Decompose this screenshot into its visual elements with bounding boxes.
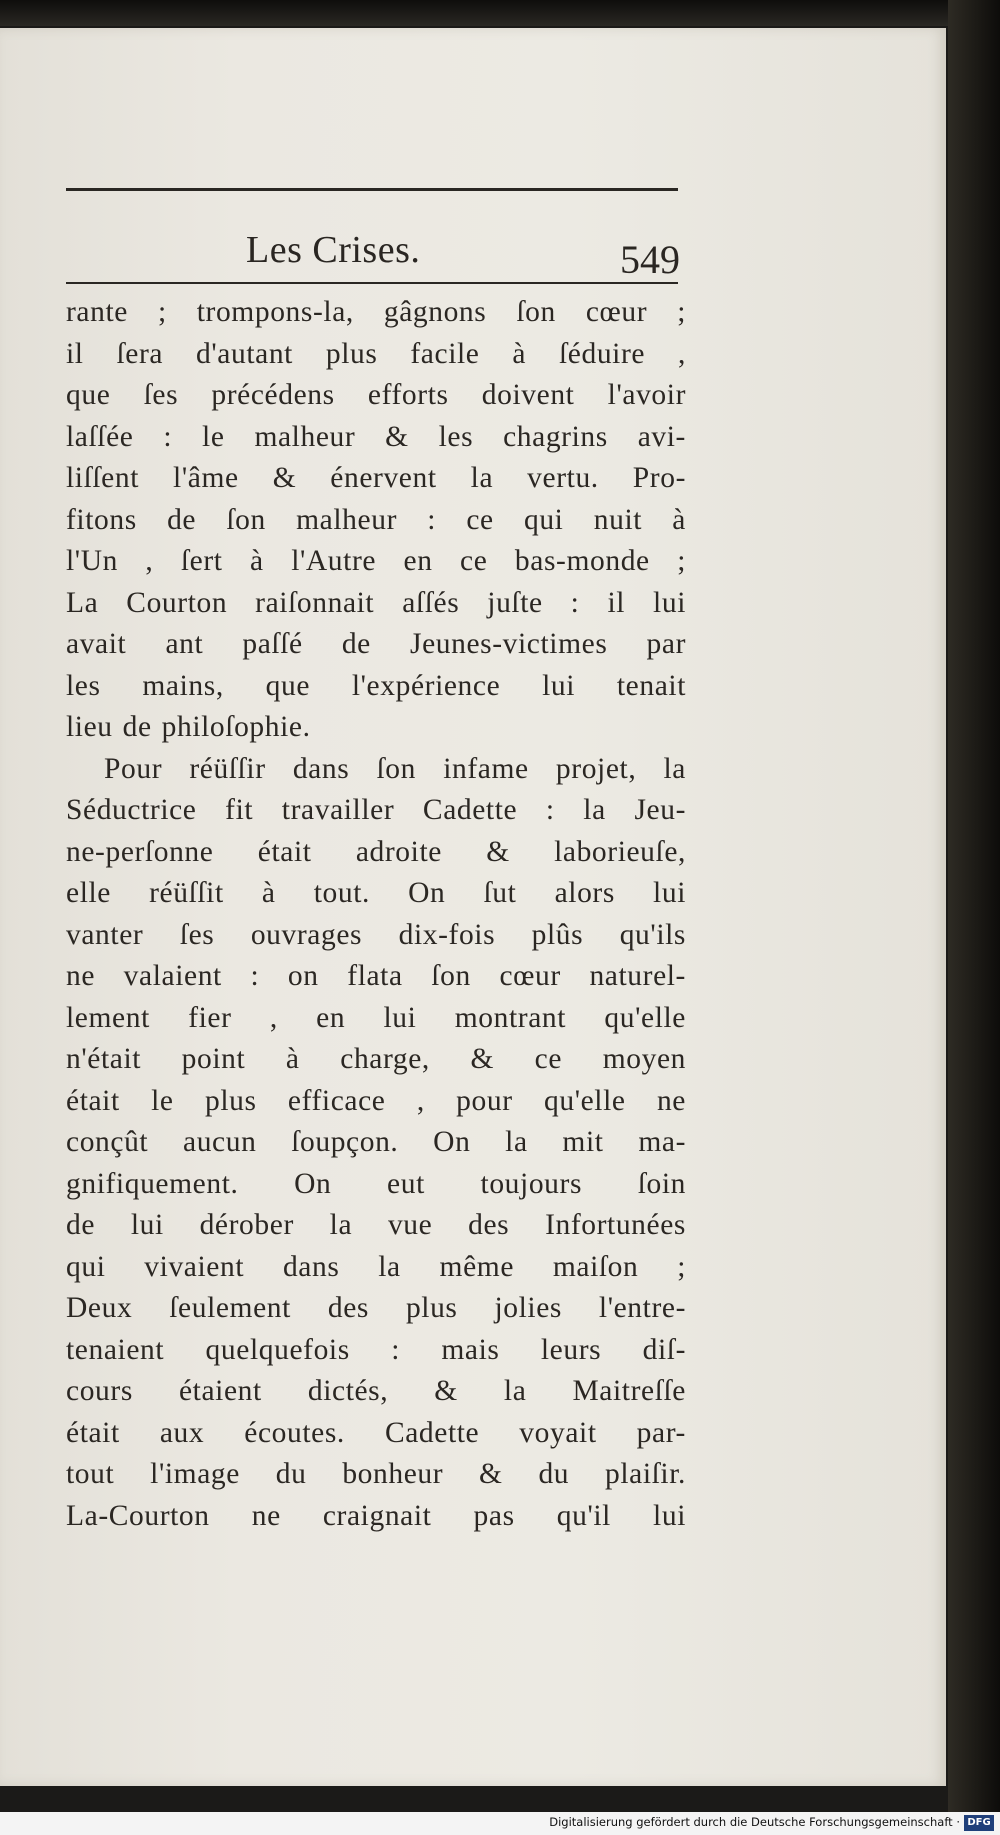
header-rule-bottom (66, 282, 678, 284)
text-line: liſſent l'âme & énervent la vertu. Pro- (66, 462, 686, 494)
text-line: Pour réüſſir dans ſon infame projet, la (104, 752, 686, 785)
running-title: Les Crises. (246, 229, 421, 271)
text-line: fitons de ſon malheur : ce qui nuit à (66, 503, 686, 536)
dfg-logo-icon: DFG (964, 1815, 994, 1831)
text-line: rante ; trompons-la, gâgnons ſon cœur ; (66, 296, 686, 328)
text-line: tenaient quelquefois : mais leurs diſ- (66, 1333, 686, 1366)
text-line: était le plus efficace , pour qu'elle ne (66, 1084, 686, 1117)
text-line: conçût aucun ſoupçon. On la mit ma- (66, 1126, 686, 1158)
text-line: ne-perſonne était adroite & laborieuſe, (66, 835, 686, 868)
paragraph-2 (66, 749, 686, 1538)
text-line: les mains, que l'expérience lui tenait (66, 669, 686, 702)
text-line: vanter ſes ouvrages dix-fois plûs qu'ils (66, 918, 686, 951)
body-text (66, 292, 686, 1537)
text-line: lement fier , en lui montrant qu'elle (66, 1001, 686, 1034)
text-line: l'Un , ſert à l'Autre en ce bas-monde ; (66, 545, 686, 577)
header-rule-top (66, 188, 678, 191)
paragraph-1 (66, 292, 686, 749)
text-line: La-Courton ne craignait pas qu'il lui (66, 1499, 686, 1532)
page-number: 549 (620, 237, 680, 282)
book-page (0, 28, 946, 1786)
text-line: que ſes précédens efforts doivent l'avoir (66, 379, 686, 411)
text-line: il ſera d'autant plus facile à ſéduire , (66, 337, 686, 370)
text-line: Deux ſeulement des plus jolies l'entre- (66, 1292, 686, 1324)
text-line: cours étaient dictés, & la Maitreſſe (66, 1375, 686, 1407)
text-line: lieu de philoſophie. (66, 711, 311, 743)
text-line: gnifiquement. On eut toujours ſoin (66, 1167, 686, 1200)
text-line: ne valaient : on flata ſon cœur naturel- (66, 960, 686, 992)
scan-top-edge (0, 0, 1000, 26)
funding-note: Digitalisierung gefördert durch die Deutsche Forschungsgemeinschaft · (549, 1815, 960, 1829)
text-line: Séductrice fit travailler Cadette : la Jeu- (66, 794, 686, 826)
text-line: qui vivaient dans la même maiſon ; (66, 1250, 686, 1283)
text-line: elle réüſſit à tout. On ſut alors lui (66, 877, 686, 909)
text-line: avait ant paſſé de Jeunes-victimes par (66, 628, 686, 660)
footer-strip (0, 1812, 1000, 1835)
page-header (66, 198, 680, 282)
text-line: tout l'image du bonheur & du plaiſir. (66, 1458, 686, 1490)
scan-right-edge (948, 0, 1000, 1835)
text-line: n'était point à charge, & ce moyen (66, 1043, 686, 1075)
text-line: laſſée : le malheur & les chagrins avi- (66, 420, 686, 453)
text-line: était aux écoutes. Cadette voyait par- (66, 1416, 686, 1449)
text-line: La Courton raiſonnait aſſés juſte : il lui (66, 586, 686, 619)
text-line: de lui dérober la vue des Infortunées (66, 1209, 686, 1241)
